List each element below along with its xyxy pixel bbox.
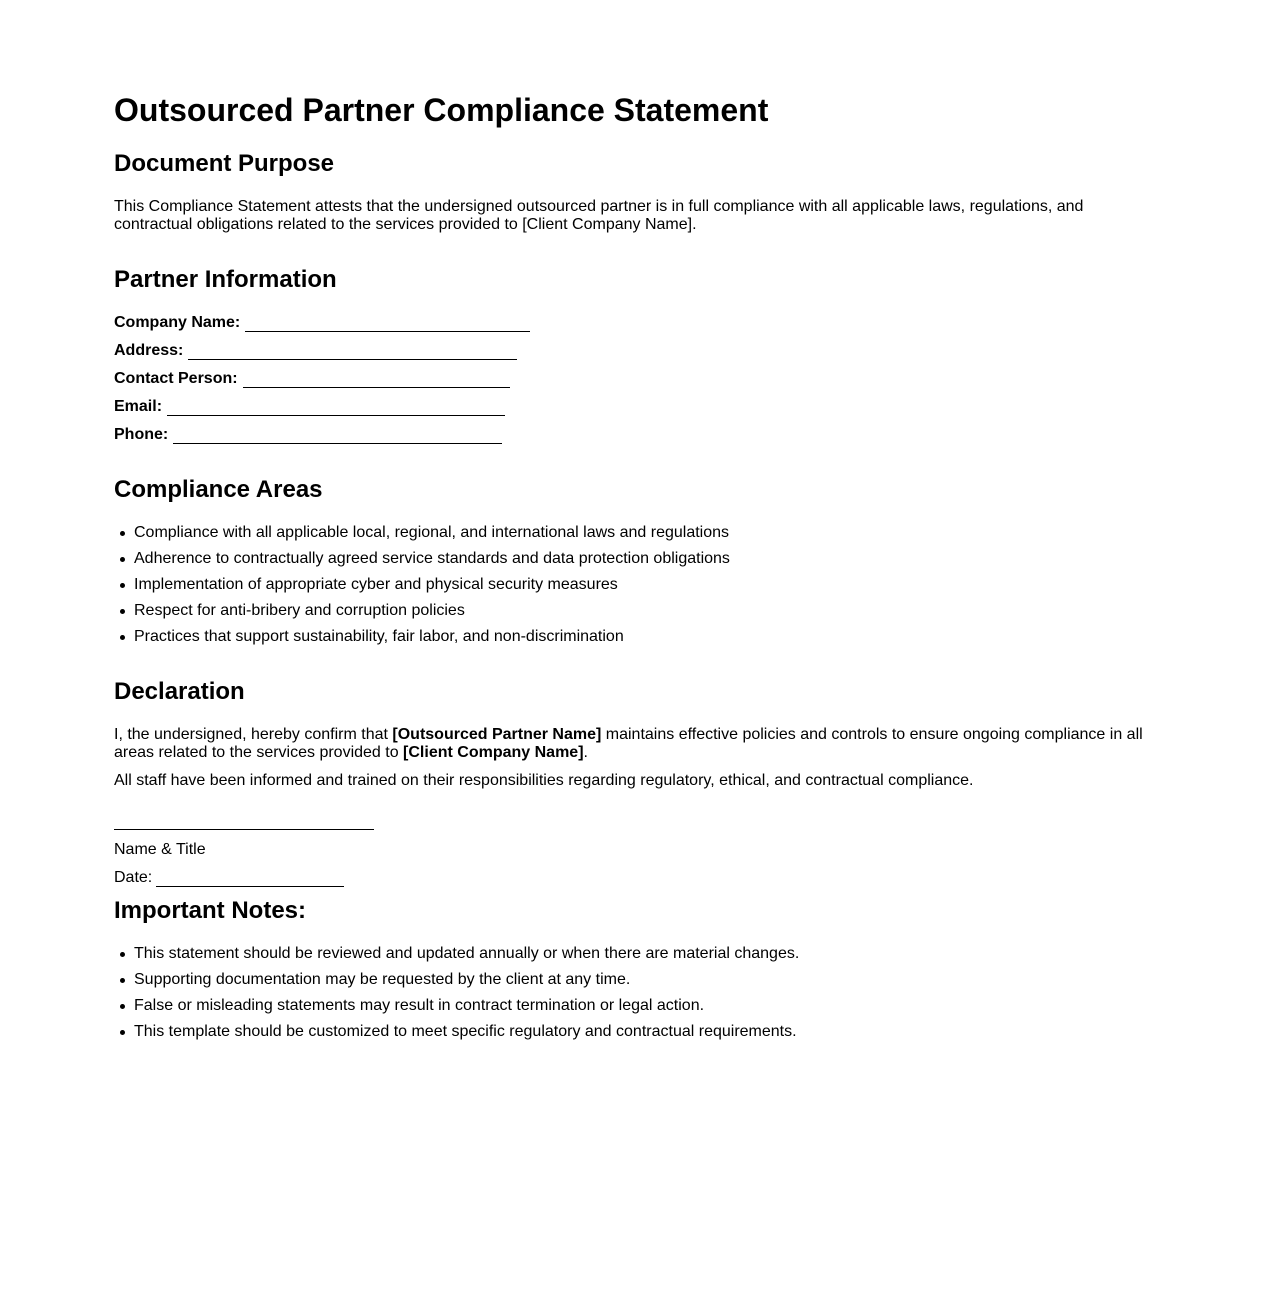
address-field[interactable]	[114, 342, 517, 360]
bullet-icon	[120, 978, 125, 983]
declaration-heading: Declaration	[114, 678, 245, 705]
signature-line[interactable]	[114, 829, 374, 830]
bullet-icon	[120, 583, 125, 588]
list-item: Respect for anti-bribery and corruption policies	[134, 602, 1134, 628]
email-label: Email:	[114, 398, 163, 415]
bullet-icon	[120, 557, 125, 562]
bullet-icon	[120, 531, 125, 536]
phone-field[interactable]	[114, 426, 502, 444]
date-label: Date:	[114, 869, 153, 886]
client-name-placeholder: [Client Company Name]	[403, 744, 584, 761]
name-title-label: Name & Title	[114, 841, 206, 858]
address-label: Address:	[114, 342, 184, 359]
purpose-text: This Compliance Statement attests that the undersigned outsourced partner is in full compliance with all applicable laws, regulations, and contractual obligations related to the services provided to [Client Company Name].	[114, 198, 1084, 233]
compliance-list	[114, 524, 1134, 654]
list-item: Practices that support sustainability, fair labor, and non-discrimination	[134, 628, 1134, 654]
company-name-label: Company Name:	[114, 314, 241, 331]
purpose-heading: Document Purpose	[114, 150, 335, 177]
partner-name-placeholder: [Outsourced Partner Name]	[392, 726, 602, 743]
compliance-heading: Compliance Areas	[114, 476, 323, 503]
list-item: Adherence to contractually agreed service standards and data protection obligations	[134, 550, 1134, 576]
list-item: False or misleading statements may result in contract termination or legal action.	[134, 997, 1134, 1023]
bullet-icon	[120, 1030, 125, 1035]
notes-list	[114, 945, 1134, 1049]
email-blank[interactable]	[167, 399, 505, 416]
date-blank[interactable]	[156, 870, 344, 887]
phone-blank[interactable]	[173, 427, 502, 444]
contact-person-field[interactable]	[114, 370, 510, 388]
declaration-paragraph: I, the undersigned, hereby confirm that [Outsourced Partner Name] maintains effective policies and controls to ensure ongoing compliance in all areas related to the services provided to [Client Company Name].	[114, 726, 1143, 761]
address-blank[interactable]	[188, 343, 517, 360]
list-item: Compliance with all applicable local, regional, and international laws and regulations	[134, 524, 1134, 550]
list-item: This template should be customized to meet specific regulatory and contractual requirements.	[134, 1023, 1134, 1049]
company-name-blank[interactable]	[245, 315, 530, 332]
list-item: Supporting documentation may be requested by the client at any time.	[134, 971, 1134, 997]
bullet-icon	[120, 609, 125, 614]
document-title: Outsourced Partner Compliance Statement	[114, 92, 769, 128]
notes-heading: Important Notes:	[114, 897, 306, 924]
contact-person-blank[interactable]	[243, 371, 510, 388]
bullet-icon	[120, 952, 125, 957]
partner-info-heading: Partner Information	[114, 266, 337, 293]
declaration-training-text: All staff have been informed and trained on their responsibilities regarding regulatory, ethical, and contractual compliance.	[114, 772, 974, 789]
list-item: This statement should be reviewed and updated annually or when there are material changes.	[134, 945, 1134, 971]
company-name-field[interactable]	[114, 314, 530, 332]
bullet-icon	[120, 635, 125, 640]
list-item: Implementation of appropriate cyber and physical security measures	[134, 576, 1134, 602]
email-field[interactable]	[114, 398, 505, 416]
phone-label: Phone:	[114, 426, 169, 443]
date-field[interactable]	[114, 869, 344, 887]
bullet-icon	[120, 1004, 125, 1009]
contact-person-label: Contact Person:	[114, 370, 238, 387]
